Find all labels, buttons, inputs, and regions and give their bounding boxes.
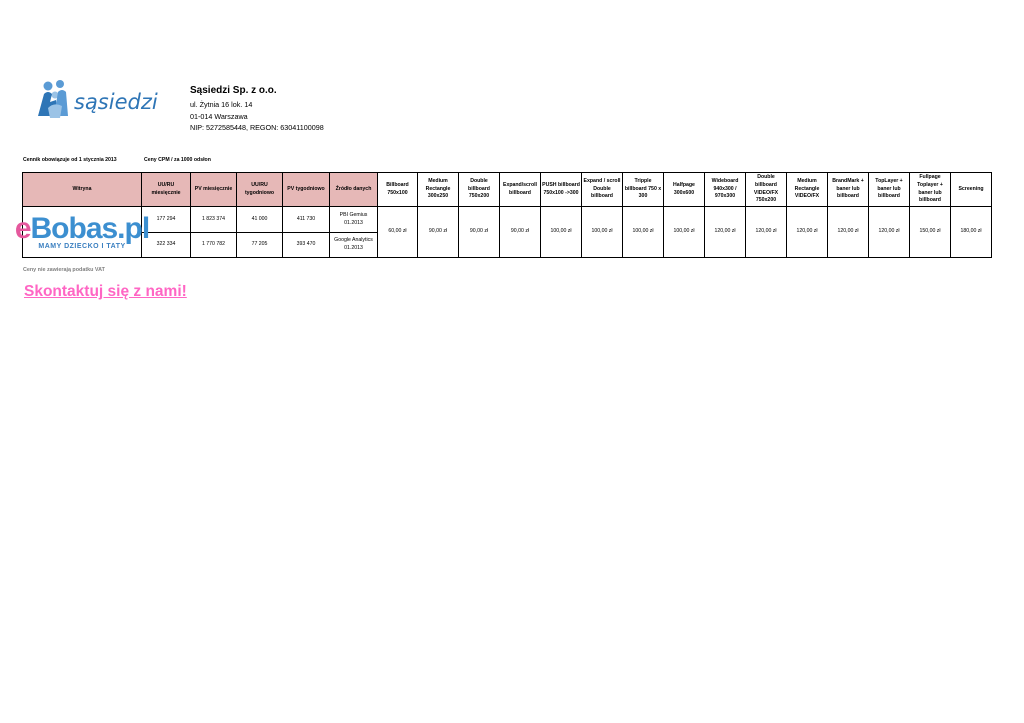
uu-month-cell: 177 294 — [142, 207, 191, 233]
header-format: PUSH billboard 750x100 ->300 — [541, 173, 582, 207]
price-cell: 90,00 zł — [459, 207, 500, 258]
price-cell: 100,00 zł — [582, 207, 623, 258]
pv-week-cell: 393 470 — [283, 233, 330, 258]
header-format: Tripple billboard 750 x 300 — [623, 173, 664, 207]
price-cell: 100,00 zł — [623, 207, 664, 258]
header-pv-week: PV tygodniowo — [283, 173, 330, 207]
header-format: Double billboard 750x200 — [459, 173, 500, 207]
vat-note: Ceny nie zawierają podatku VAT — [23, 267, 105, 273]
pv-week-cell: 411 730 — [283, 207, 330, 233]
header-format: Wideboard 940x300 / 970x300 — [705, 173, 746, 207]
family-icon — [34, 78, 156, 120]
ebobas-brand: eBobas.pl — [14, 211, 150, 245]
contact-link[interactable]: Skontaktuj się z nami! — [24, 283, 187, 300]
svg-text:sąsiedzi: sąsiedzi — [74, 90, 158, 114]
uu-week-cell: 41 000 — [237, 207, 283, 233]
header-format: Fullpage Toplayer + baner lub billboard — [910, 173, 951, 207]
price-cell: 100,00 zł — [664, 207, 705, 258]
price-cell: 100,00 zł — [541, 207, 582, 258]
price-cell: 60,00 zł — [378, 207, 418, 258]
header-format: Double billboard VIDEO/FX 750x200 — [746, 173, 787, 207]
price-cell: 120,00 zł — [828, 207, 869, 258]
table-row — [23, 207, 992, 233]
site-logo-cell — [14, 207, 150, 258]
header-format: Billboard 750x100 — [378, 173, 418, 207]
header-site: Witryna — [23, 173, 142, 207]
pv-month-cell: 1 770 782 — [191, 233, 237, 258]
company-address: ul. Żytnia 16 lok. 14 — [190, 100, 253, 109]
price-table — [14, 172, 992, 258]
source-cell: Google Analytics 01.2013 — [330, 233, 378, 258]
uu-week-cell: 77 205 — [237, 233, 283, 258]
sasiedzi-logo — [34, 78, 156, 120]
price-cell: 120,00 zł — [869, 207, 910, 258]
header-format: Expand/scroll billboard — [500, 173, 541, 207]
source-cell: PBI Gemius 01.2013 — [330, 207, 378, 233]
header-source: Źródło danych — [330, 173, 378, 207]
header-format: BrandMark + baner lub billboard — [828, 173, 869, 207]
price-cell: 150,00 zł — [910, 207, 951, 258]
ebobas-logo — [14, 211, 150, 251]
header-format: TopLayer + baner lub billboard — [869, 173, 910, 207]
cpm-basis-label: Ceny CPM / za 1000 odsłon — [144, 157, 211, 163]
header-format: Halfpage 300x600 — [664, 173, 705, 207]
header-format: Medium Rectangle 300x250 — [418, 173, 459, 207]
company-name: Sąsiedzi Sp. z o.o. — [190, 85, 277, 96]
company-info — [190, 85, 324, 134]
price-cell: 120,00 zł — [746, 207, 787, 258]
ebobas-tagline: MAMY DZIECKO I TATY — [38, 242, 126, 250]
header-pv-month: PV miesięcznie — [191, 173, 237, 207]
company-ids: NIP: 5272585448, REGON: 63041100098 — [190, 123, 324, 132]
valid-from-label: Cennik obowiązuje od 1 stycznia 2013 — [23, 157, 117, 163]
header-uu-week: UU/RU tygodniowo — [237, 173, 283, 207]
company-city: 01-014 Warszawa — [190, 111, 248, 121]
header-format: Expand / scroll Double billboard — [582, 173, 623, 207]
price-cell: 90,00 zł — [418, 207, 459, 258]
uu-month-cell: 322 334 — [142, 233, 191, 258]
header-row — [23, 173, 992, 207]
header-format: Medium Rectangle VIDEO/FX — [787, 173, 828, 207]
price-cell: 180,00 zł — [951, 207, 992, 258]
price-cell: 90,00 zł — [500, 207, 541, 258]
pv-month-cell: 1 823 374 — [191, 207, 237, 233]
price-cell: 120,00 zł — [705, 207, 746, 258]
header-format: Screening — [951, 173, 992, 207]
header-uu-month: UU/RU miesięcznie — [142, 173, 191, 207]
price-cell: 120,00 zł — [787, 207, 828, 258]
